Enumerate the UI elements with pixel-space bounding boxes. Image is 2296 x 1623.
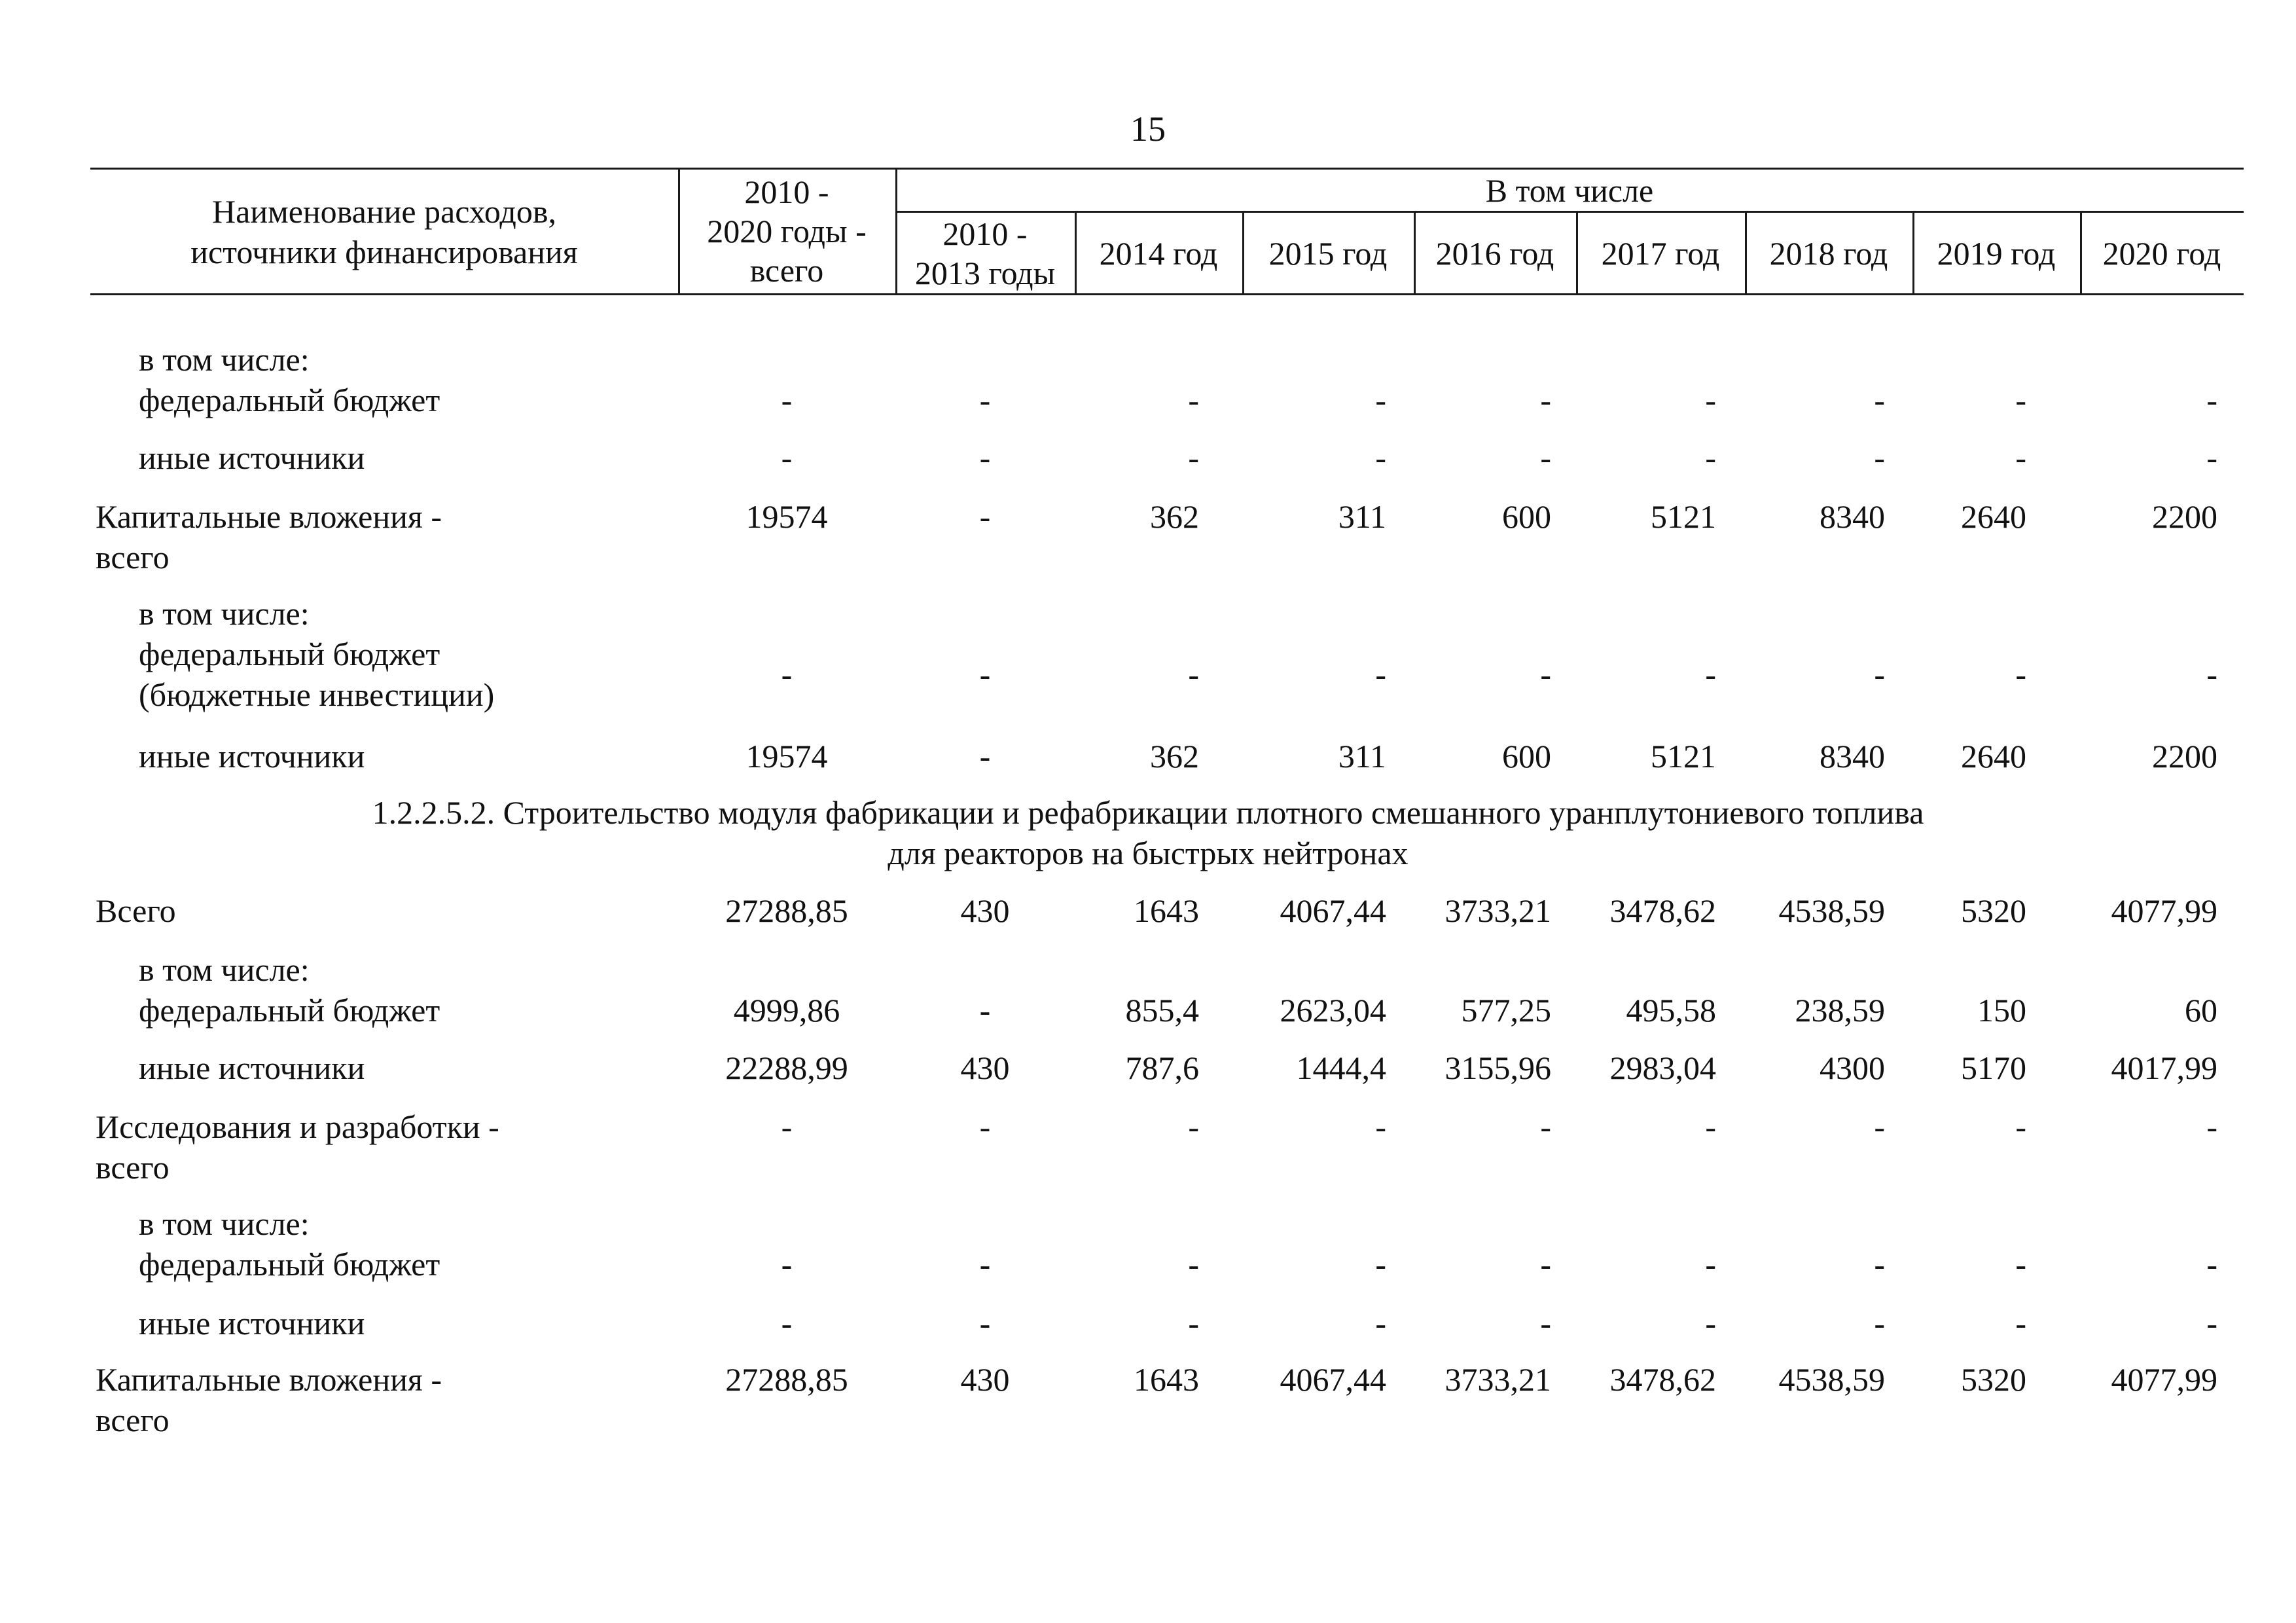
header-year-column: 2015 год — [1268, 235, 1388, 272]
header-name-column: источники финансирования — [190, 234, 578, 270]
header-total-column: 2010 - — [744, 173, 829, 210]
row-value: - — [2015, 382, 2026, 418]
row-value: 430 — [960, 1361, 1010, 1398]
row-value: 3155,96 — [1444, 1049, 1551, 1086]
row-value: 19574 — [745, 498, 828, 535]
row-label: иные источники — [139, 1305, 365, 1341]
row-value: 60 — [2185, 992, 2217, 1029]
row-value: - — [2206, 1246, 2217, 1283]
row-value: 4538,59 — [1778, 1361, 1885, 1398]
row-value: - — [2015, 1305, 2026, 1341]
row-value: - — [2206, 656, 2217, 693]
row-label: в том числе: — [139, 1205, 310, 1242]
row-value: 2983,04 — [1609, 1049, 1716, 1086]
row-value: 311 — [1338, 738, 1386, 775]
row-value: 2200 — [2152, 738, 2217, 775]
row-value: - — [2206, 439, 2217, 476]
row-value: 1643 — [1134, 1361, 1199, 1398]
row-value: 1643 — [1134, 892, 1199, 929]
row-value: - — [2206, 1108, 2217, 1145]
row-label: Капитальные вложения - — [96, 498, 442, 535]
row-value: 3478,62 — [1609, 1361, 1716, 1398]
row-label: федеральный бюджет — [139, 992, 440, 1029]
row-value: - — [1188, 439, 1199, 476]
row-value: - — [1874, 439, 1885, 476]
row-value: - — [781, 1246, 793, 1283]
header-group-label: В том числе — [1485, 172, 1654, 209]
row-value: 3733,21 — [1444, 892, 1551, 929]
header-year-column: 2020 год — [2102, 235, 2221, 272]
header-group-rule — [895, 211, 2244, 213]
row-value: - — [1375, 656, 1386, 693]
row-value: 150 — [1977, 992, 2026, 1029]
row-value: - — [979, 1305, 991, 1341]
row-value: 311 — [1338, 498, 1386, 535]
row-value: - — [1188, 1305, 1199, 1341]
header-name-column: Наименование расходов, — [212, 193, 556, 230]
row-label: иные источники — [139, 439, 365, 476]
page-number: 15 — [1130, 109, 1166, 149]
row-value: - — [2015, 1108, 2026, 1145]
row-value: 5121 — [1651, 498, 1716, 535]
row-value: 27288,85 — [725, 892, 848, 929]
row-value: 577,25 — [1461, 992, 1551, 1029]
row-value: 362 — [1150, 738, 1199, 775]
row-value: 5170 — [1961, 1049, 2026, 1086]
row-value: - — [1188, 1246, 1199, 1283]
header-year-column: 2018 год — [1769, 235, 1888, 272]
row-value: - — [781, 1305, 793, 1341]
row-value: - — [1540, 1305, 1551, 1341]
row-value: - — [979, 498, 991, 535]
header-year-column: 2014 год — [1099, 235, 1218, 272]
row-value: 2640 — [1961, 498, 2026, 535]
row-value: - — [1705, 1108, 1716, 1145]
row-value: - — [979, 656, 991, 693]
header-year-column: 2016 год — [1435, 235, 1554, 272]
row-value: - — [1375, 1305, 1386, 1341]
row-value: 3733,21 — [1444, 1361, 1551, 1398]
row-value: 362 — [1150, 498, 1199, 535]
row-value: - — [781, 439, 793, 476]
row-value: 4538,59 — [1778, 892, 1885, 929]
section-title: для реакторов на быстрых нейтронах — [888, 835, 1408, 871]
row-value: 430 — [960, 892, 1010, 929]
row-value: - — [1375, 439, 1386, 476]
header-year-column: 2013 годы — [914, 255, 1056, 291]
row-value: 5121 — [1651, 738, 1716, 775]
row-value: 1444,4 — [1296, 1049, 1386, 1086]
row-value: 19574 — [745, 738, 828, 775]
header-year-column: 2017 год — [1601, 235, 1720, 272]
row-value: - — [1375, 1108, 1386, 1145]
row-value: - — [1188, 382, 1199, 418]
header-year-column: 2019 год — [1937, 235, 2056, 272]
row-label: в том числе: — [139, 341, 310, 378]
row-value: 8340 — [1820, 738, 1885, 775]
row-value: - — [1540, 656, 1551, 693]
row-label: федеральный бюджет — [139, 382, 440, 418]
row-value: - — [2206, 382, 2217, 418]
row-value: 27288,85 — [725, 1361, 848, 1398]
row-value: - — [1375, 382, 1386, 418]
row-value: - — [1705, 656, 1716, 693]
row-label: всего — [96, 539, 170, 575]
row-value: 4999,86 — [733, 992, 840, 1029]
row-value: - — [1874, 1108, 1885, 1145]
row-value: - — [979, 1246, 991, 1283]
row-value: 8340 — [1820, 498, 1885, 535]
row-value: - — [979, 738, 991, 775]
row-value: - — [1540, 439, 1551, 476]
row-value: - — [1188, 1108, 1199, 1145]
header-total-column: 2020 годы - — [707, 213, 867, 249]
row-value: - — [979, 992, 991, 1029]
row-value: 4077,99 — [2111, 1361, 2217, 1398]
row-value: - — [1874, 1305, 1885, 1341]
row-value: 4017,99 — [2111, 1049, 2217, 1086]
row-value: - — [1540, 1246, 1551, 1283]
row-value: 787,6 — [1125, 1049, 1199, 1086]
row-value: 4300 — [1820, 1049, 1885, 1086]
row-value: 2640 — [1961, 738, 2026, 775]
row-label: Исследования и разработки - — [96, 1108, 499, 1145]
row-value: 238,59 — [1795, 992, 1885, 1029]
header-total-column: всего — [749, 252, 824, 289]
row-value: - — [979, 382, 991, 418]
row-value: - — [781, 1108, 793, 1145]
row-label: всего — [96, 1402, 170, 1438]
row-label: федеральный бюджет — [139, 636, 440, 672]
row-value: - — [979, 1108, 991, 1145]
header-top-rule — [90, 168, 2244, 170]
row-value: 600 — [1502, 738, 1551, 775]
row-value: 855,4 — [1125, 992, 1199, 1029]
row-value: 600 — [1502, 498, 1551, 535]
row-value: - — [781, 656, 793, 693]
row-value: 495,58 — [1626, 992, 1716, 1029]
row-value: - — [2015, 656, 2026, 693]
row-value: 3478,62 — [1609, 892, 1716, 929]
row-value: 2200 — [2152, 498, 2217, 535]
row-value: - — [2015, 439, 2026, 476]
row-value: - — [1874, 656, 1885, 693]
row-label: Капитальные вложения - — [96, 1361, 442, 1398]
row-value: - — [1540, 1108, 1551, 1145]
row-value: 4067,44 — [1280, 1361, 1386, 1398]
header-year-column: 2010 - — [942, 215, 1028, 252]
row-value: 5320 — [1961, 892, 2026, 929]
row-value: 4067,44 — [1280, 892, 1386, 929]
row-value: - — [1540, 382, 1551, 418]
row-value: 22288,99 — [725, 1049, 848, 1086]
row-value: - — [1705, 1246, 1716, 1283]
row-value: 430 — [960, 1049, 1010, 1086]
row-value: - — [1874, 1246, 1885, 1283]
row-value: 2623,04 — [1280, 992, 1386, 1029]
row-value: - — [2015, 1246, 2026, 1283]
row-value: - — [1188, 656, 1199, 693]
header-bottom-rule — [90, 293, 2244, 295]
row-label: иные источники — [139, 1049, 365, 1086]
section-title: 1.2.2.5.2. Строительство модуля фабрикации и рефабрикации плотного смешанного уранплутониевого топлива — [372, 794, 1924, 831]
row-label: в том числе: — [139, 595, 310, 632]
row-label: всего — [96, 1149, 170, 1186]
row-value: - — [1375, 1246, 1386, 1283]
row-label: в том числе: — [139, 951, 310, 988]
row-value: 5320 — [1961, 1361, 2026, 1398]
row-label: федеральный бюджет — [139, 1246, 440, 1283]
row-value: 4077,99 — [2111, 892, 2217, 929]
row-label: (бюджетные инвестиции) — [139, 676, 495, 713]
row-value: - — [1874, 382, 1885, 418]
row-value: - — [1705, 439, 1716, 476]
row-value: - — [2206, 1305, 2217, 1341]
row-value: - — [979, 439, 991, 476]
row-value: - — [1705, 1305, 1716, 1341]
row-value: - — [781, 382, 793, 418]
row-label: Всего — [96, 892, 176, 929]
row-value: - — [1705, 382, 1716, 418]
row-label: иные источники — [139, 738, 365, 775]
